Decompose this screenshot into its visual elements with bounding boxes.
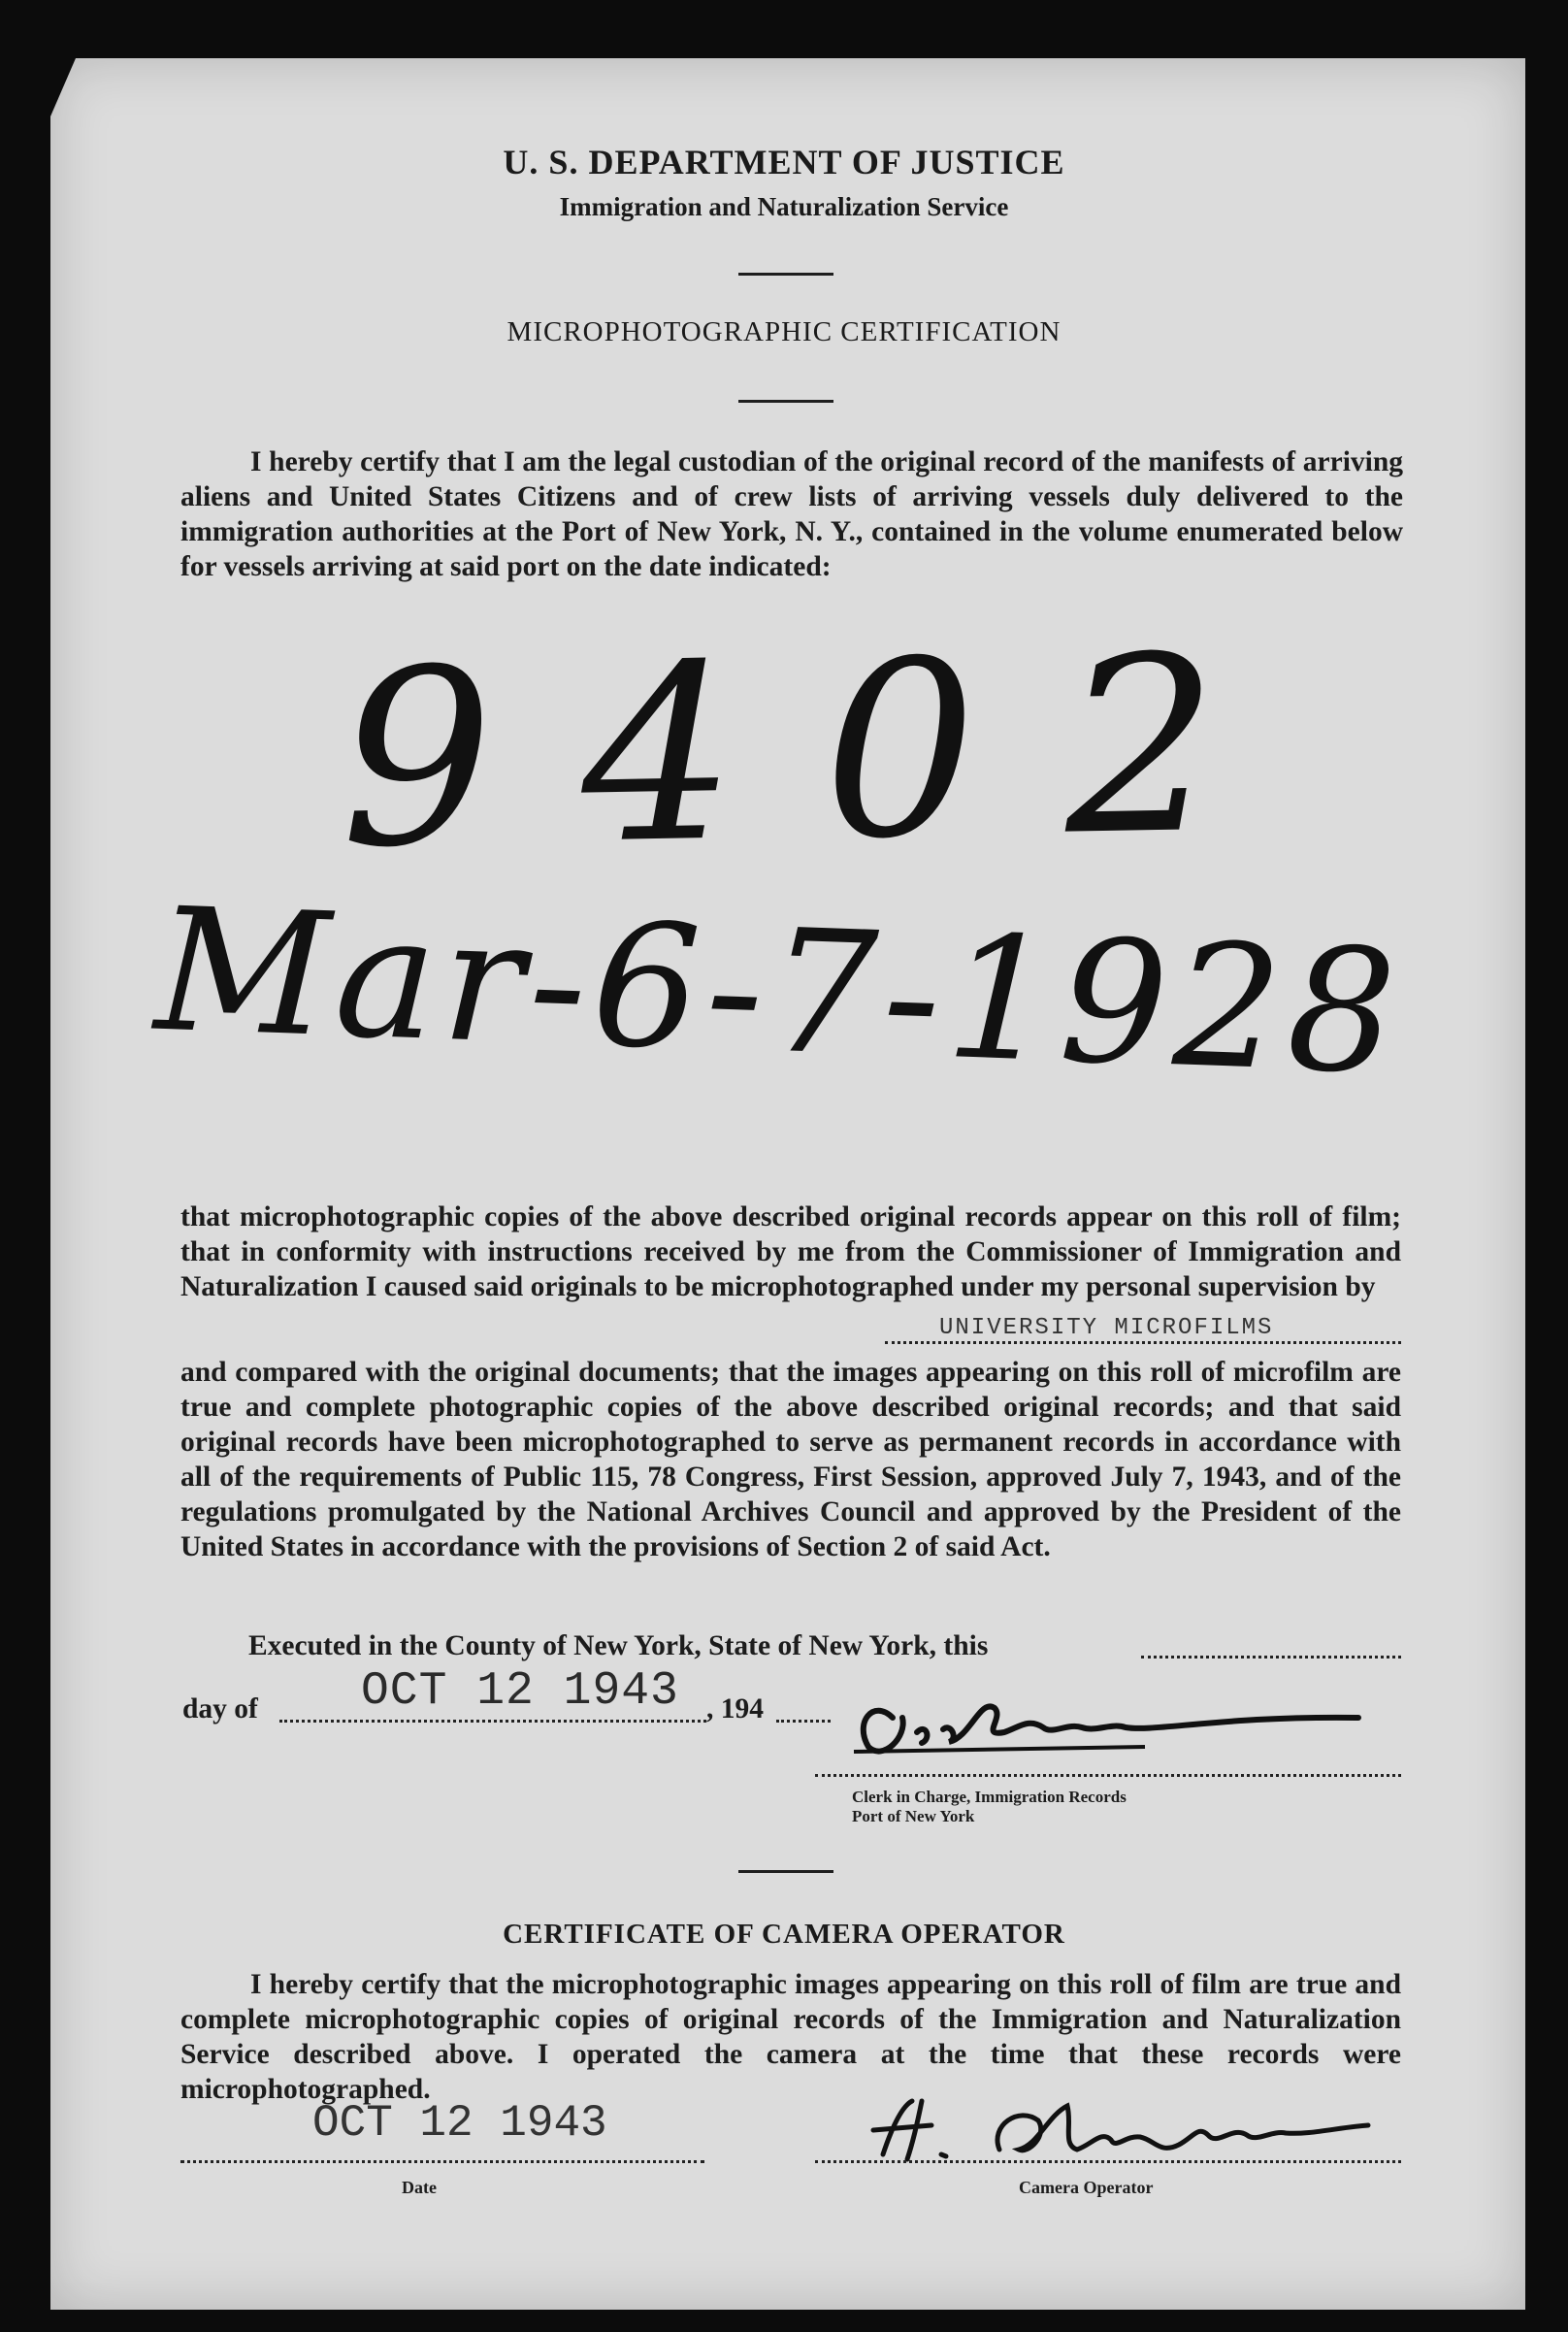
operator-dotted-line	[815, 2149, 1401, 2163]
body-paragraph-2	[180, 1355, 1401, 1564]
camera-operator-label: Camera Operator	[1019, 2178, 1154, 2197]
body-text-part2: and compared with the original documents; that the images appearing on this roll of microfilm are true and complete photographic copies of the above described original records; and that said original records have been microphotographed to serve as permanent records in accordance with all of the requirements of Public 115, 78 Congress, First Session, approved July 7, 1943, and of the regulations promulgated by the National Archives Council and approved by the President of the United States in accordance with the provisions of Section 2 of said Act.	[180, 1357, 1401, 1562]
intro-text: I hereby certify that I am the legal custodian of the original record of the manifests of arriving aliens and United States Citizens and of crew lists of arriving vessels duly delivered to the immigration authorities at the Port of New York, N. Y., contained in the volume enumerated below for vessels arriving at said port on the date indicated:	[180, 446, 1403, 582]
handwritten-volume-number: 9402	[337, 602, 1309, 902]
supervisor-stamp: UNIVERSITY MICROFILMS	[939, 1315, 1274, 1341]
date-dotted-line	[180, 2149, 704, 2163]
execution-dotted-line	[1141, 1632, 1401, 1659]
camera-certificate-title: CERTIFICATE OF CAMERA OPERATOR	[503, 1919, 1065, 1950]
date-label: Date	[402, 2178, 437, 2197]
department-heading: U. S. DEPARTMENT OF JUSTICE	[503, 143, 1065, 181]
camera-date-stamp: OCT 12 1943	[312, 2098, 607, 2149]
body-paragraph-1	[180, 1199, 1401, 1304]
clerk-title-line2: Port of New York	[852, 1807, 975, 1825]
year-prefix: , 194	[706, 1693, 764, 1724]
year-dotted-line	[776, 1696, 831, 1723]
header-rule-1	[738, 273, 833, 276]
section-rule	[738, 1870, 833, 1873]
certification-title: MICROPHOTOGRAPHIC CERTIFICATION	[506, 316, 1062, 347]
execution-text: Executed in the County of New York, State of New York, this	[248, 1630, 989, 1661]
clerk-title-line1: Clerk in Charge, Immigration Records	[852, 1788, 1127, 1806]
day-of-label: day of	[182, 1693, 258, 1724]
execution-line	[248, 1630, 988, 1662]
header-rule-2	[738, 400, 833, 403]
intro-paragraph	[180, 444, 1403, 584]
camera-text: I hereby certify that the microphotographic images appearing on this roll of film are true and complete microphotographic copies of original records of the Immigration and Naturalization Service described above. I operated the camera at the time that these records were microphotographed.	[180, 1969, 1401, 2105]
clerk-signature-line	[815, 1751, 1401, 1777]
service-heading: Immigration and Naturalization Service	[559, 192, 1009, 221]
execution-date-stamp: OCT 12 1943	[361, 1665, 679, 1718]
handwritten-date: Mar-6-7-1928	[151, 871, 1405, 1113]
body-text-part1: that microphotographic copies of the above described original records appear on this roll of film; that in conformity with instructions received by me from the Commissioner of Immigration and Naturalization I caused said originals to be microphotographed under my personal supervision by	[180, 1201, 1401, 1302]
